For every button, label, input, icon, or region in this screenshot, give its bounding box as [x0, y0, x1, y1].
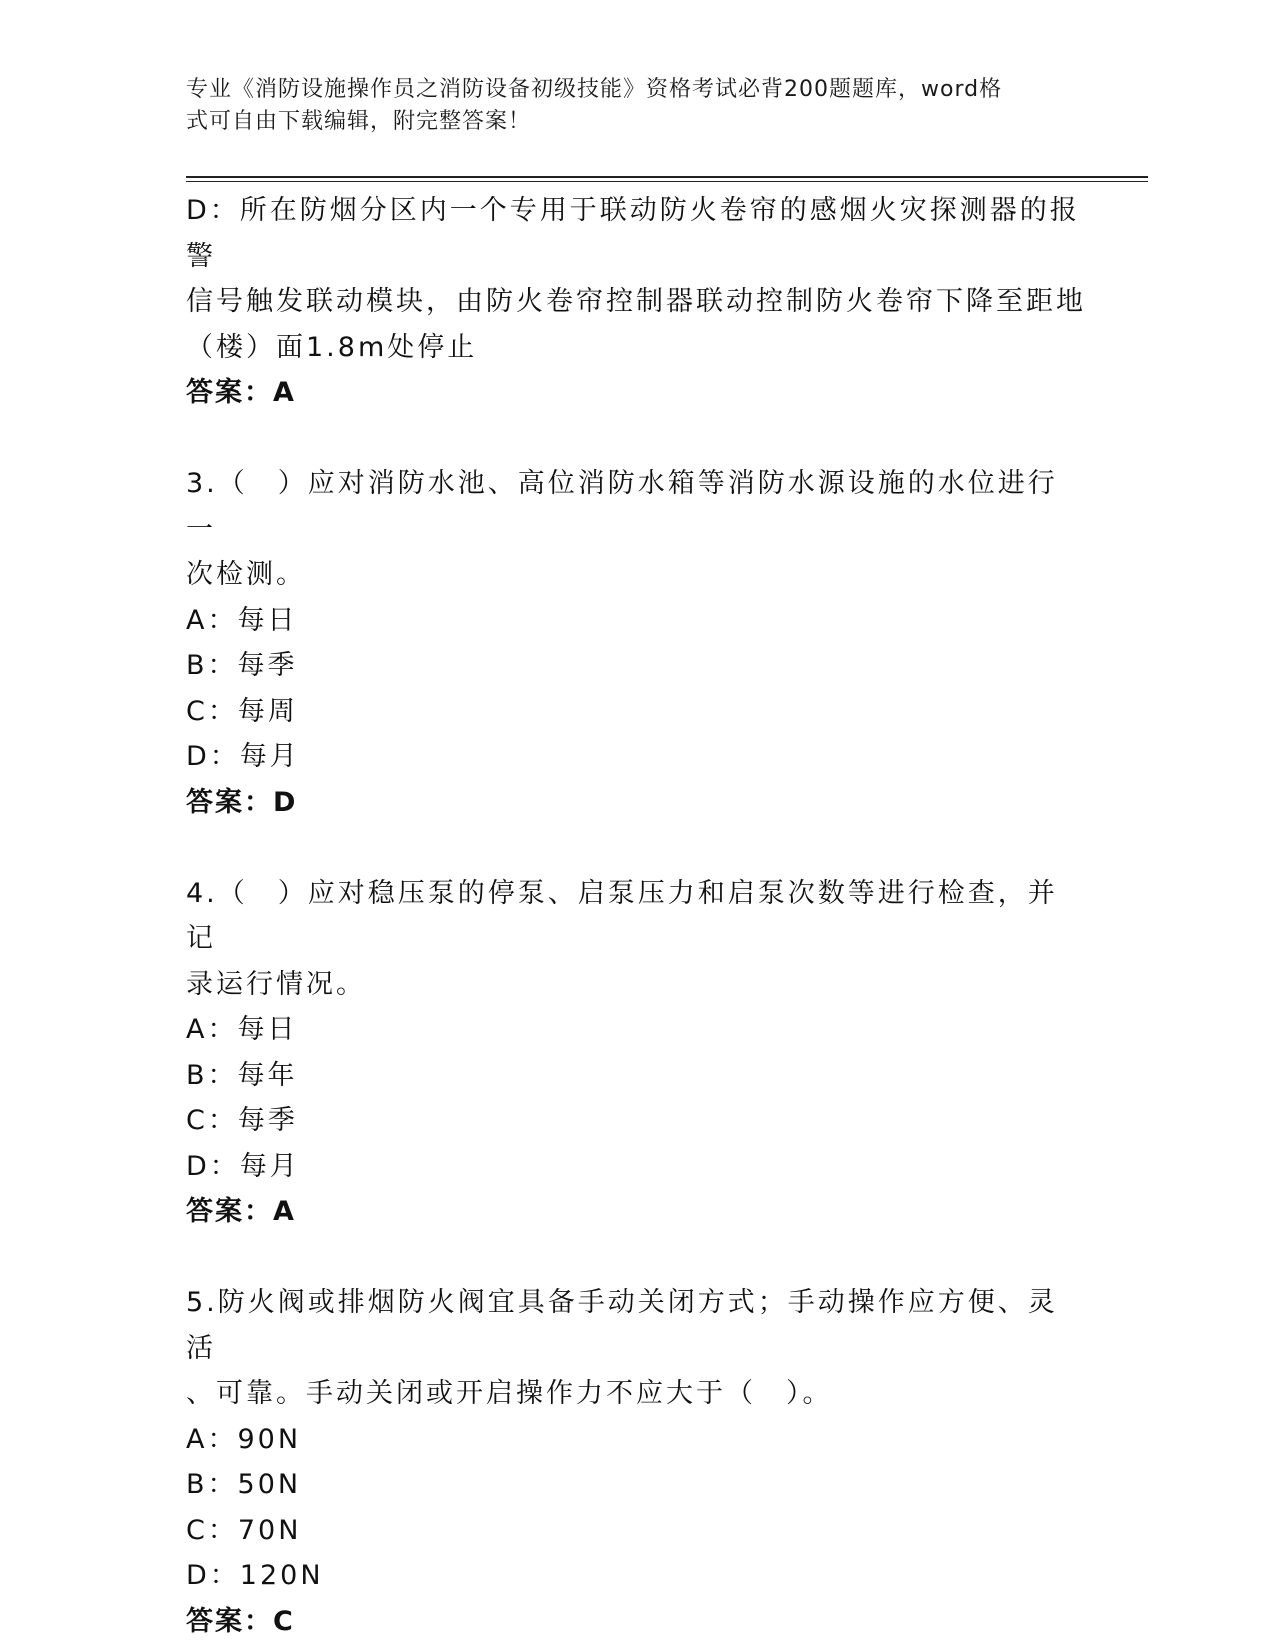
spacer — [186, 1235, 1086, 1281]
question-5 — [186, 1280, 1086, 1644]
option-a: A：90N — [186, 1423, 302, 1455]
question-stem-line-2: 录运行情况。 — [186, 968, 366, 1000]
option-d: D：每月 — [186, 741, 300, 772]
answer-line: 答案：A — [186, 1196, 296, 1227]
header-title-line-1: 专业《消防设施操作员之消防设备初级技能》资格考试必背200题题库，word格 — [186, 77, 1003, 102]
question-2-tail — [186, 188, 1086, 416]
question-list — [186, 188, 1086, 1644]
option-d: D：每月 — [186, 1150, 300, 1182]
option-d-line-3: （楼）面1.8m处停止 — [186, 331, 478, 363]
question-4 — [186, 871, 1086, 1235]
question-stem-line-1: 5.防火阀或排烟防火阀宜具备手动关闭方式；手动操作应方便、灵活 — [186, 1287, 1058, 1364]
question-stem-line-2: 、可靠。手动关闭或开启操作力不应大于（ ）。 — [186, 1378, 833, 1409]
option-b: B：每季 — [186, 650, 298, 681]
option-a: A：每日 — [186, 604, 298, 636]
document-header — [186, 74, 1066, 138]
answer-line: 答案：D — [186, 786, 298, 818]
question-stem-line-2: 次检测。 — [186, 559, 306, 590]
option-c: C：每季 — [186, 1105, 298, 1136]
header-divider-secondary — [186, 181, 1148, 182]
option-d-line-2: 信号触发联动模块，由防火卷帘控制器联动控制防火卷帘下降至距地 — [186, 286, 1086, 317]
answer-line: 答案：A — [186, 377, 296, 408]
spacer — [186, 416, 1086, 462]
option-c: C：每周 — [186, 695, 298, 727]
header-divider — [186, 176, 1148, 178]
spacer — [186, 825, 1086, 871]
question-stem-line-1: 4.（ ）应对稳压泵的停泵、启泵压力和启泵次数等进行检查，并记 — [186, 877, 1058, 954]
option-c: C：70N — [186, 1514, 302, 1546]
question-3 — [186, 461, 1086, 825]
option-a: A：每日 — [186, 1014, 298, 1045]
option-b: B：每年 — [186, 1059, 298, 1091]
option-b: B：50N — [186, 1469, 302, 1500]
header-title-line-2: 式可自由下载编辑，附完整答案！ — [186, 109, 532, 134]
question-stem-line-1: 3.（ ）应对消防水池、高位消防水箱等消防水源设施的水位进行一 — [186, 468, 1058, 545]
answer-line: 答案：C — [186, 1605, 295, 1637]
option-d: D：120N — [186, 1560, 324, 1591]
option-d-line-1: D：所在防烟分区内一个专用于联动防火卷帘的感烟火灾探测器的报警 — [186, 195, 1080, 272]
